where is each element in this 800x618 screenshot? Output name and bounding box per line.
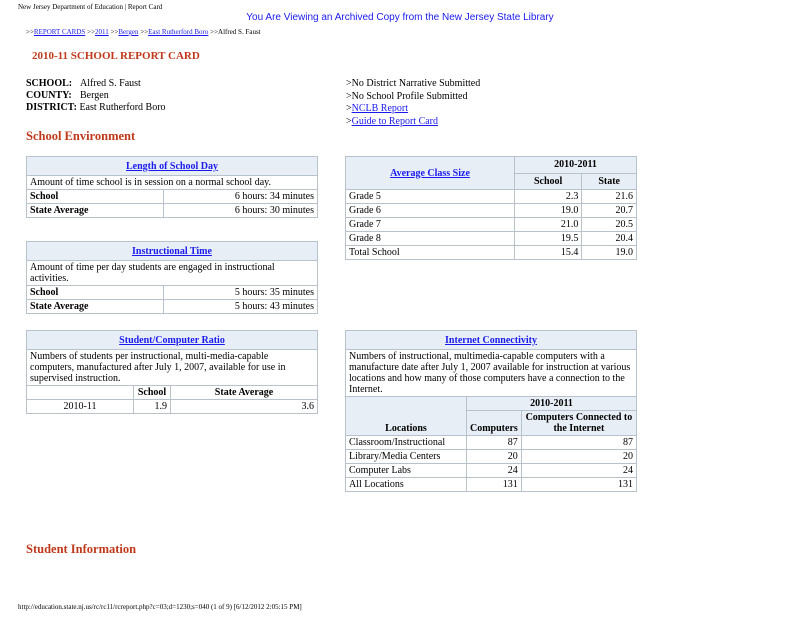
state-value: 20.7: [582, 204, 637, 218]
no-profile-note: >No School Profile Submitted: [346, 90, 468, 102]
breadcrumb-sep: >>: [87, 28, 95, 36]
internet-title-link[interactable]: Internet Connectivity: [445, 334, 537, 346]
grade-label: Grade 6: [346, 204, 515, 218]
link-prefix: >: [346, 103, 352, 114]
page-title: 2010-11 SCHOOL REPORT CARD: [32, 50, 200, 62]
ratio-year: 2010-11: [27, 400, 134, 414]
school-day-title-link[interactable]: Length of School Day: [126, 160, 218, 172]
computers-value: 24: [467, 464, 522, 478]
school-value: 21.0: [515, 218, 582, 232]
internet-year: 2010-2011: [467, 397, 637, 411]
location-label: Classroom/Instructional: [346, 436, 467, 450]
internet-table: [345, 330, 637, 492]
state-value: 20.4: [582, 232, 637, 246]
connected-value: 87: [521, 436, 636, 450]
district-value: East Rutherford Boro: [79, 102, 166, 113]
grade-label: Grade 8: [346, 232, 515, 246]
state-value: 21.6: [582, 190, 637, 204]
internet-col-locations: Locations: [346, 397, 467, 436]
ratio-col-state: State Average: [171, 386, 318, 400]
location-label: Library/Media Centers: [346, 450, 467, 464]
connected-value: 24: [521, 464, 636, 478]
school-info: [26, 78, 166, 114]
district-label: DISTRICT:: [26, 102, 77, 113]
connected-value: 20: [521, 450, 636, 464]
section-student-information: Student Information: [26, 542, 137, 556]
instructional-time-table: [26, 241, 318, 314]
location-label: Computer Labs: [346, 464, 467, 478]
table-row: [346, 464, 637, 478]
table-row: [346, 436, 637, 450]
computer-ratio-desc: Numbers of students per instructional, multi-media-capable computers, manufactured after July 1, 2007, available for use in supervised instruction.: [27, 350, 318, 386]
guide-link[interactable]: Guide to Report Card: [351, 115, 439, 127]
no-narrative-note: >No District Narrative Submitted: [346, 78, 481, 89]
table-row: [346, 450, 637, 464]
school-value: 15.4: [515, 246, 582, 260]
grade-label: Grade 5: [346, 190, 515, 204]
breadcrumb-sep: >>: [140, 28, 149, 36]
school-day-desc: Amount of time school is in session on a normal school day.: [27, 176, 318, 190]
breadcrumb-sep: >>: [210, 28, 219, 36]
table-row: [346, 478, 637, 492]
breadcrumb: [26, 28, 261, 36]
breadcrumb-current: Alfred S. Faust: [218, 28, 261, 36]
school-day-table: [26, 156, 318, 218]
connected-value: 131: [521, 478, 636, 492]
section-school-environment: School Environment: [26, 129, 136, 143]
instructional-state-value: 5 hours: 43 minutes: [164, 300, 318, 314]
school-day-state-label: State Average: [27, 204, 164, 218]
breadcrumb-sep: >>: [26, 28, 34, 36]
computer-ratio-table: [26, 330, 318, 414]
ratio-state-value: 3.6: [171, 400, 318, 414]
school-day-school-label: School: [27, 190, 164, 204]
state-value: 20.5: [582, 218, 637, 232]
school-day-school-value: 6 hours: 34 minutes: [164, 190, 318, 204]
computers-value: 20: [467, 450, 522, 464]
table-row: [346, 218, 637, 232]
class-size-col-school: School: [515, 173, 582, 190]
ratio-school-value: 1.9: [134, 400, 171, 414]
internet-desc: Numbers of instructional, multimedia-capable computers with a manufacture date after July 1, 2007 available for instruction at various locations and how many of those computers have a connection to the Internet.: [346, 350, 637, 397]
computers-value: 87: [467, 436, 522, 450]
breadcrumb-east-rutherford[interactable]: East Rutherford Boro: [148, 28, 209, 36]
instructional-state-label: State Average: [27, 300, 164, 314]
footer-url: http://education.state.nj.us/rc/rc11/rcreport.php?c=03;d=1230;s=040 (1 of 9) [6/12/2012 2:05:15 PM]: [18, 603, 302, 611]
grade-label: Grade 7: [346, 218, 515, 232]
table-row: [346, 232, 637, 246]
school-value: 19.0: [515, 204, 582, 218]
county-label: COUNTY:: [26, 90, 72, 101]
window-title: New Jersey Department of Education | Report Card: [18, 3, 163, 11]
breadcrumb-2011[interactable]: 2011: [94, 28, 109, 36]
instructional-time-desc: Amount of time per day students are engaged in instructional activities.: [27, 261, 318, 286]
table-row: [346, 246, 637, 260]
link-prefix: >: [346, 115, 352, 127]
grade-label: Total School: [346, 246, 515, 260]
internet-col-connected: Computers Connected to the Internet: [521, 411, 636, 436]
class-size-table: [345, 156, 637, 260]
location-label: All Locations: [346, 478, 467, 492]
breadcrumb-bergen[interactable]: Bergen: [118, 28, 139, 36]
class-size-title-link[interactable]: Average Class Size: [390, 167, 470, 179]
class-size-col-state: State: [582, 173, 637, 190]
archive-banner: You Are Viewing an Archived Copy from the New Jersey State Library: [246, 12, 554, 23]
school-value: 19.5: [515, 232, 582, 246]
ratio-col-school: School: [134, 386, 171, 400]
instructional-school-label: School: [27, 286, 164, 300]
computers-value: 131: [467, 478, 522, 492]
internet-col-computers: Computers: [467, 411, 522, 436]
school-day-state-value: 6 hours: 30 minutes: [164, 204, 318, 218]
instructional-time-title-link[interactable]: Instructional Time: [132, 245, 212, 257]
nclb-report-link[interactable]: NCLB Report: [351, 103, 409, 114]
table-row: [346, 190, 637, 204]
state-value: 19.0: [582, 246, 637, 260]
side-links: [346, 78, 480, 128]
county-value: Bergen: [80, 90, 109, 101]
computer-ratio-title-link[interactable]: Student/Computer Ratio: [119, 334, 225, 346]
class-size-year: 2010-2011: [515, 157, 637, 174]
school-label: SCHOOL:: [26, 78, 73, 89]
breadcrumb-report-cards[interactable]: REPORT CARDS: [33, 28, 86, 36]
instructional-school-value: 5 hours: 35 minutes: [164, 286, 318, 300]
school-value: Alfred S. Faust: [80, 78, 141, 89]
table-row: [346, 204, 637, 218]
school-value: 2.3: [515, 190, 582, 204]
breadcrumb-sep: >>: [110, 28, 119, 36]
